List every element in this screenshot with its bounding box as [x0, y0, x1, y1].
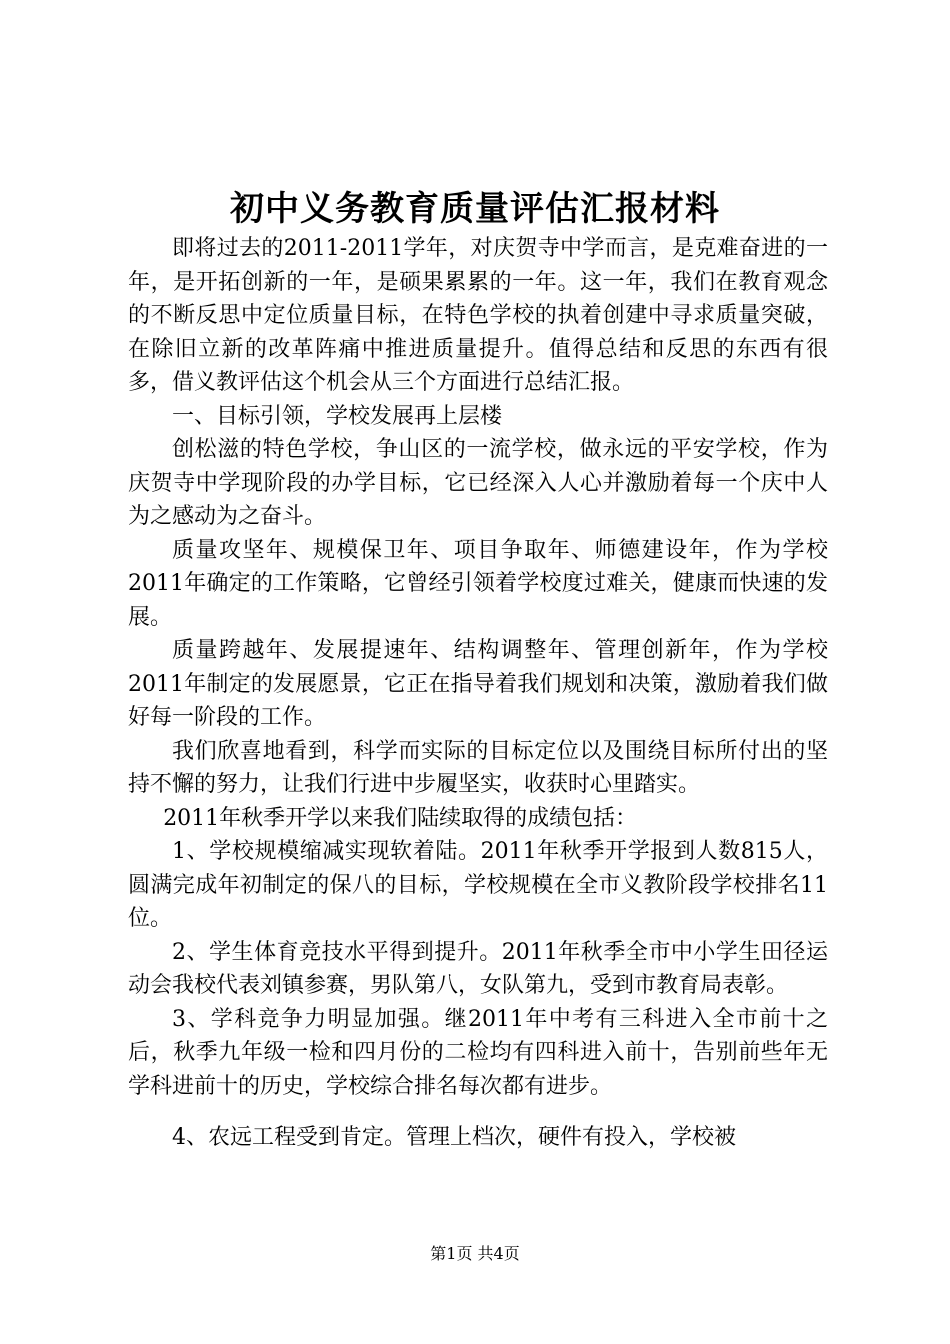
list-item-4: 4、农远工程受到肯定。管理上档次，硬件有投入，学校被: [172, 1125, 736, 1150]
paragraph-strategy: 质量攻坚年、规模保卫年、项目争取年、师德建设年，作为学校2011年确定的工作策略，它曾经引领着学校度过难关，健康而快速的发展。: [128, 537, 828, 630]
paragraph-goal: 创松滋的特色学校，争山区的一流学校，做永远的平安学校，作为庆贺寺中学现阶段的办学目标，它已经深入人心并激励着每一个庆中人为之感动为之奋斗。: [128, 437, 828, 529]
paragraph-vision: 质量跨越年、发展提速年、结构调整年、管理创新年，作为学校2011年制定的发展愿景，它正在指导着我们规划和决策，激励着我们做好每一阶段的工作。: [128, 638, 828, 730]
page-footer: 第1页 共4页: [430, 1244, 520, 1263]
list-item-3: 3、学科竞争力明显加强。继2011年中考有三科进入全市前十之后，秋季九年级一检和四月份的二检均有四科进入前十，告别前些年无学科进前十的历史，学校综合排名每次都有进步。: [128, 1006, 828, 1099]
list-item-2: 2、学生体育竞技水平得到提升。2011年秋季全市中小学生田径运动会我校代表刘镇参赛，男队第八，女队第九，受到市教育局表彰。: [128, 939, 828, 998]
section-heading-1: 一、目标引领，学校发展再上层楼: [172, 403, 503, 429]
paragraph-reflection: 我们欣喜地看到，科学而实际的目标定位以及围绕目标所付出的坚持不懈的努力，让我们行进中步履坚实，收获时心里踏实。: [128, 738, 828, 797]
paragraph-gap: [128, 1103, 828, 1121]
paragraph-intro: 即将过去的2011-2011学年，对庆贺寺中学而言，是克难奋进的一年，是开拓创新的一年，是硕果累累的一年。这一年，我们在教育观念的不断反思中定位质量目标，在特色学校的执着创建中寻求质量突破，在除旧立新的改革阵痛中推进质量提升。值得总结和反思的东西有很多，借义教评估这个机会从三个方面进行总结汇报。: [128, 236, 828, 395]
document-title: 初中义务教育质量评估汇报材料: [230, 189, 720, 229]
list-item-1: 1、学校规模缩减实现软着陆。2011年秋季开学报到人数815人，圆满完成年初制定的保八的目标，学校规模在全市义教阶段学校排名11位。: [128, 839, 828, 931]
paragraph-achievements-intro: 2011年秋季开学以来我们陆续取得的成绩包括：: [163, 805, 638, 831]
document-body: [128, 232, 828, 1155]
